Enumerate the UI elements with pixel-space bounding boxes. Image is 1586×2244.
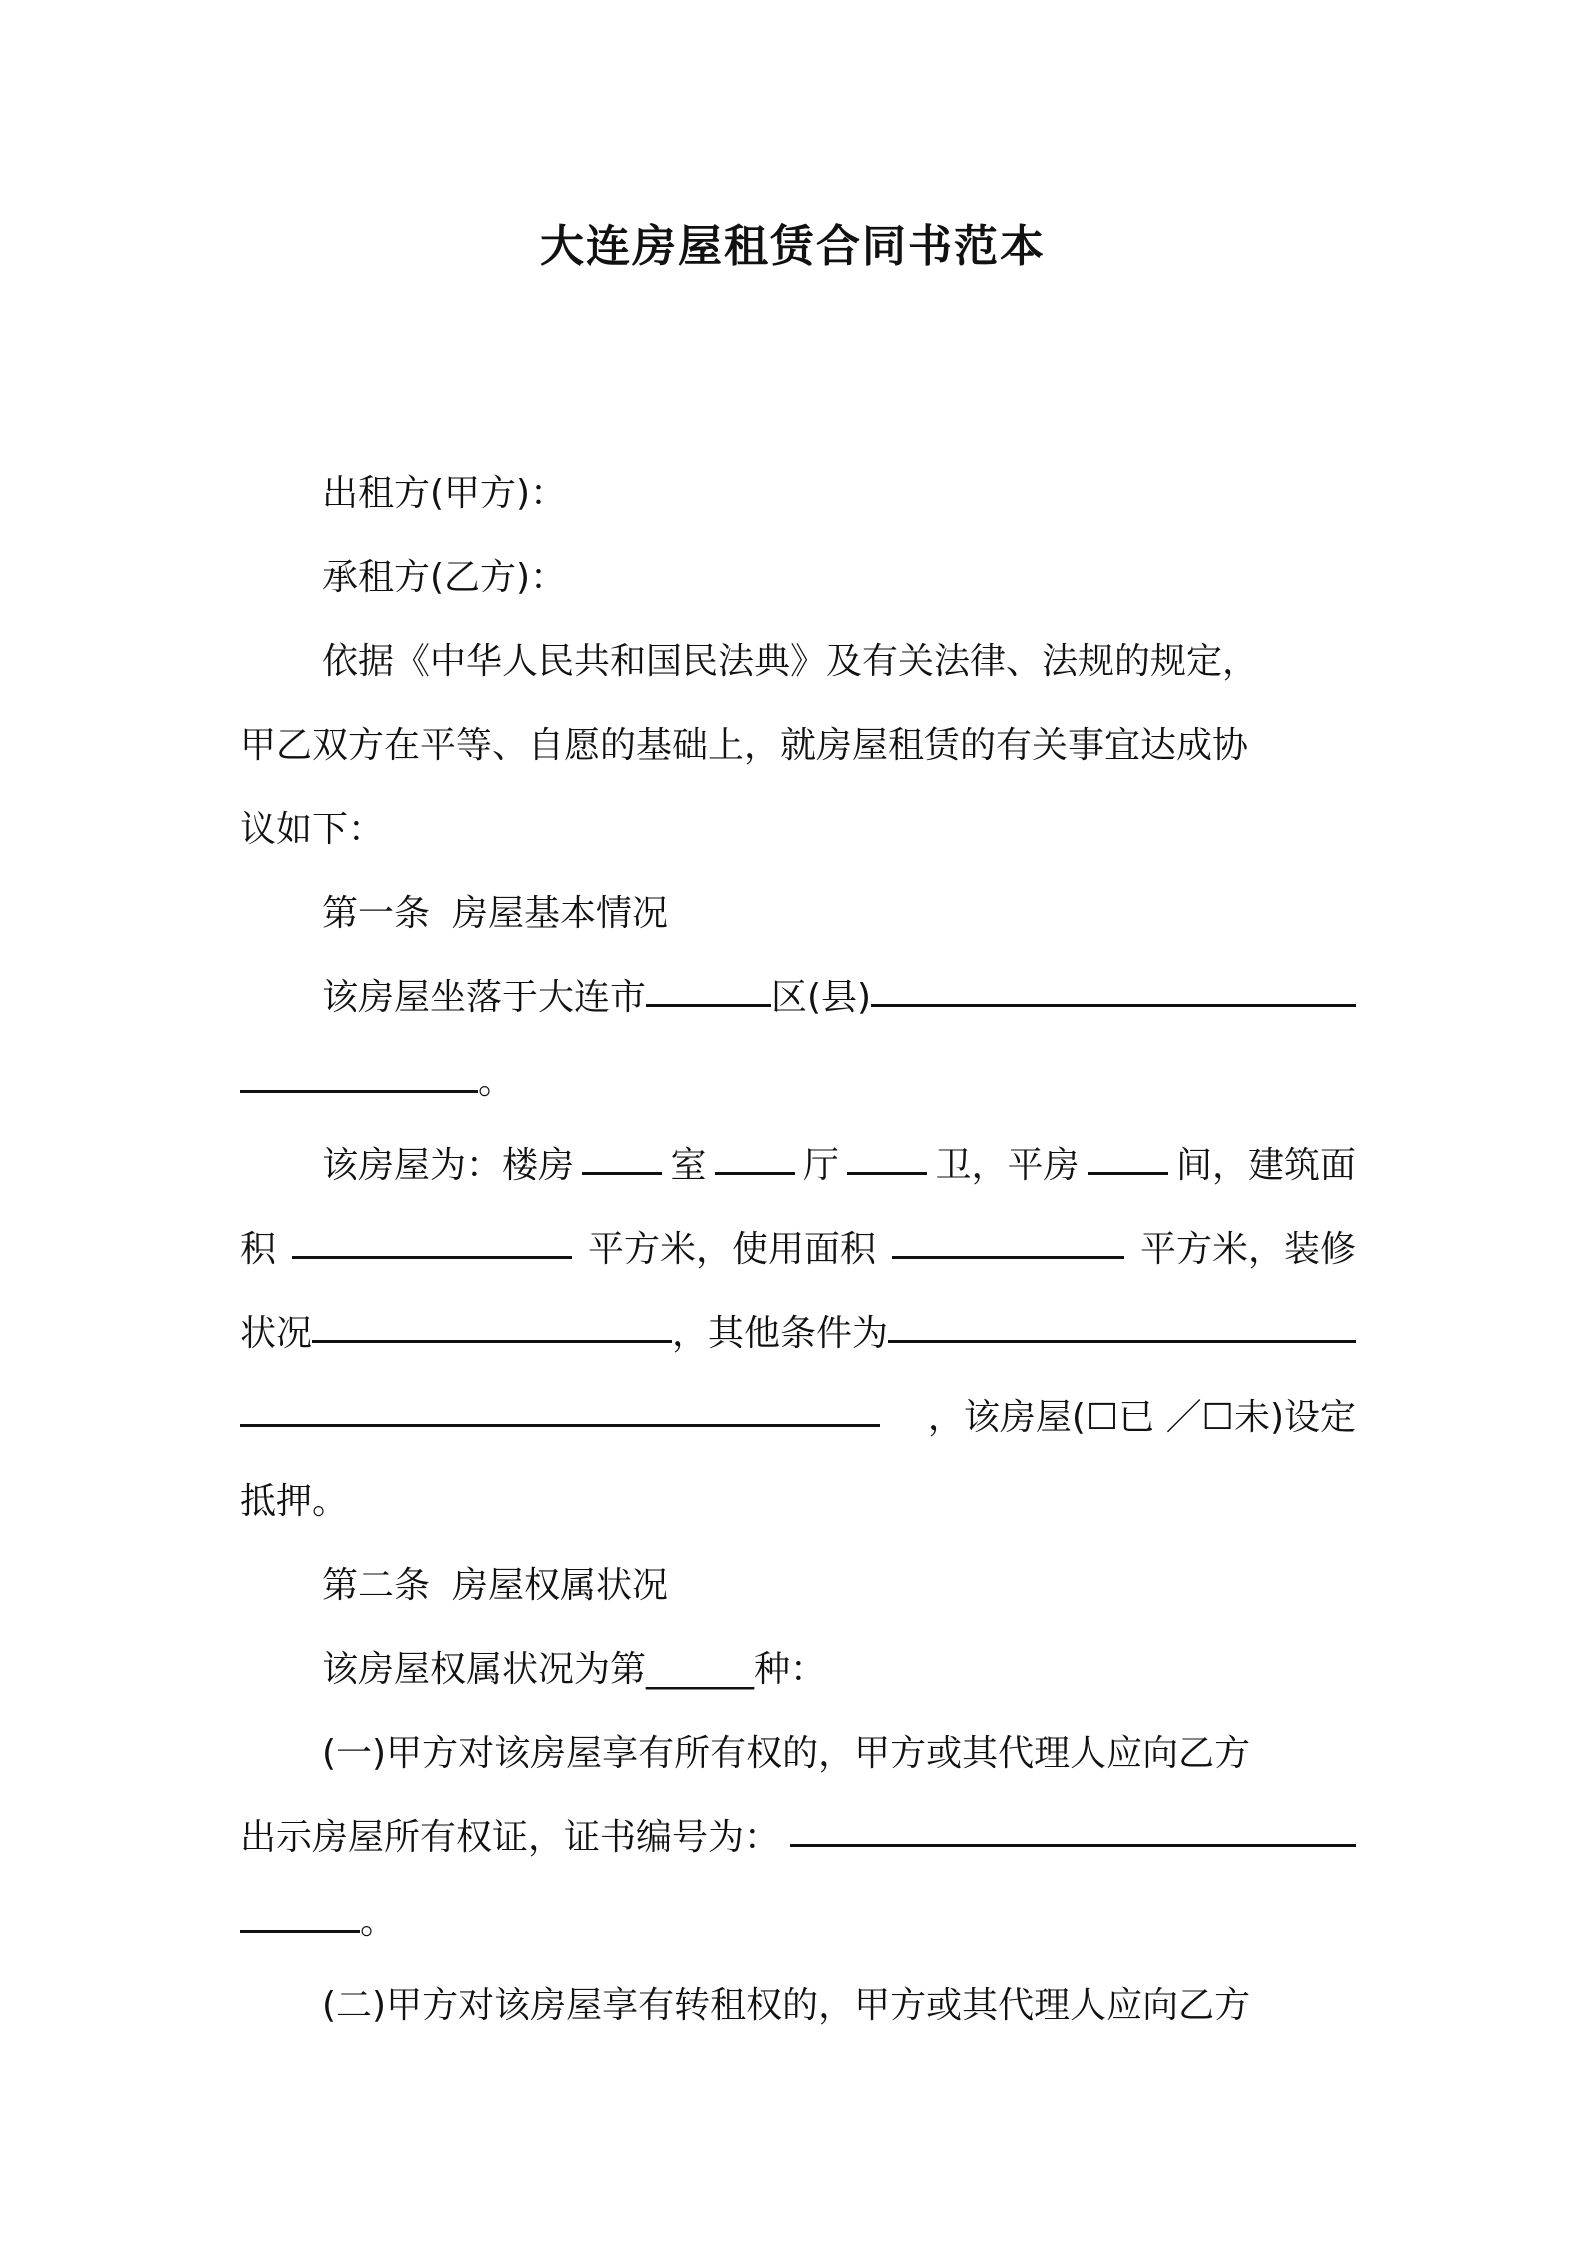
- area-line: [240, 1220, 1356, 1280]
- preamble-line-1: [322, 632, 1356, 692]
- article-1-title: 房屋基本情况: [452, 893, 669, 934]
- article-1-number: 第一条: [322, 893, 431, 934]
- usable-area-blank[interactable]: [892, 1220, 1124, 1259]
- usable-area-label: 平方米，使用面积: [587, 1229, 876, 1270]
- area-label: 积: [240, 1229, 277, 1270]
- decoration-label: 平方米，装修: [1139, 1229, 1356, 1270]
- article-1-heading: [322, 884, 1356, 944]
- mortgage-label: ，该房屋(☐已 ／☐未)设定: [927, 1397, 1356, 1438]
- hall-label: 厅: [802, 1145, 839, 1186]
- item-1-text: (一)甲方对该房屋享有所有权的，甲方或其代理人应向乙方: [322, 1733, 1251, 1774]
- other-condition-label: ，其他条件为: [672, 1313, 889, 1354]
- halls-blank[interactable]: [715, 1136, 795, 1175]
- decoration-blank[interactable]: [312, 1304, 672, 1343]
- room-type-label: 该房屋为：楼房: [322, 1145, 575, 1186]
- article-2-heading: [322, 1556, 1356, 1616]
- preamble-line-3: 议如下：: [240, 809, 385, 850]
- certificate-label: 出示房屋所有权证，证书编号为：: [240, 1817, 781, 1858]
- lessee-line: 承租方(乙方)：: [322, 557, 567, 598]
- certificate-cont-line: [240, 1892, 1356, 1952]
- rooms-blank[interactable]: [582, 1136, 662, 1175]
- other-condition-blank-cont[interactable]: [240, 1388, 880, 1427]
- preamble-line-2: 甲乙双方在平等、自愿的基础上，就房屋租赁的有关事宜达成协: [240, 725, 1249, 766]
- room-label: 室: [670, 1145, 707, 1186]
- document-title: 大连房屋租赁合同书范本: [540, 221, 1046, 272]
- item-1-line: [322, 1724, 1356, 1784]
- baths-blank[interactable]: [847, 1136, 927, 1175]
- location-period: 。: [478, 1061, 515, 1102]
- preamble-text-1: 依据《中华人民共和国民法典》及有关法律、法规的规定，: [322, 641, 1259, 682]
- ownership-status-line: 该房屋权属状况为第______种：: [322, 1649, 827, 1690]
- location-line: [322, 968, 1356, 1028]
- district-blank[interactable]: [646, 968, 771, 1007]
- building-area-blank[interactable]: [292, 1220, 572, 1259]
- certificate-number-blank-cont[interactable]: [240, 1894, 360, 1933]
- condition-label: 状况: [240, 1313, 313, 1354]
- mortgage-line: [240, 1388, 1356, 1448]
- lessor-line: 出租方(甲方)：: [322, 473, 567, 514]
- bath-label: 卫，平房: [935, 1145, 1080, 1186]
- other-condition-blank[interactable]: [888, 1304, 1356, 1343]
- item-2-line: [322, 1976, 1356, 2036]
- address-blank-cont[interactable]: [240, 1054, 478, 1093]
- condition-line: [240, 1304, 1356, 1364]
- article-2-title: 房屋权属状况: [452, 1565, 669, 1606]
- location-cont-line: [240, 1052, 1356, 1112]
- room-count-label: 间，建筑面: [1175, 1145, 1356, 1186]
- address-blank[interactable]: [871, 968, 1356, 1007]
- location-label: 该房屋坐落于大连市: [322, 977, 647, 1018]
- room-type-line: [322, 1136, 1356, 1196]
- bungalow-rooms-blank[interactable]: [1088, 1136, 1168, 1175]
- item-2-text: (二)甲方对该房屋享有转租权的，甲方或其代理人应向乙方: [322, 1985, 1251, 2026]
- certificate-line: [240, 1808, 1356, 1868]
- article-2-number: 第二条: [322, 1565, 431, 1606]
- certificate-period: 。: [360, 1901, 397, 1942]
- mortgage-end-line: 抵押。: [240, 1481, 349, 1522]
- certificate-number-blank[interactable]: [790, 1808, 1356, 1847]
- district-label: 区(县): [771, 977, 872, 1018]
